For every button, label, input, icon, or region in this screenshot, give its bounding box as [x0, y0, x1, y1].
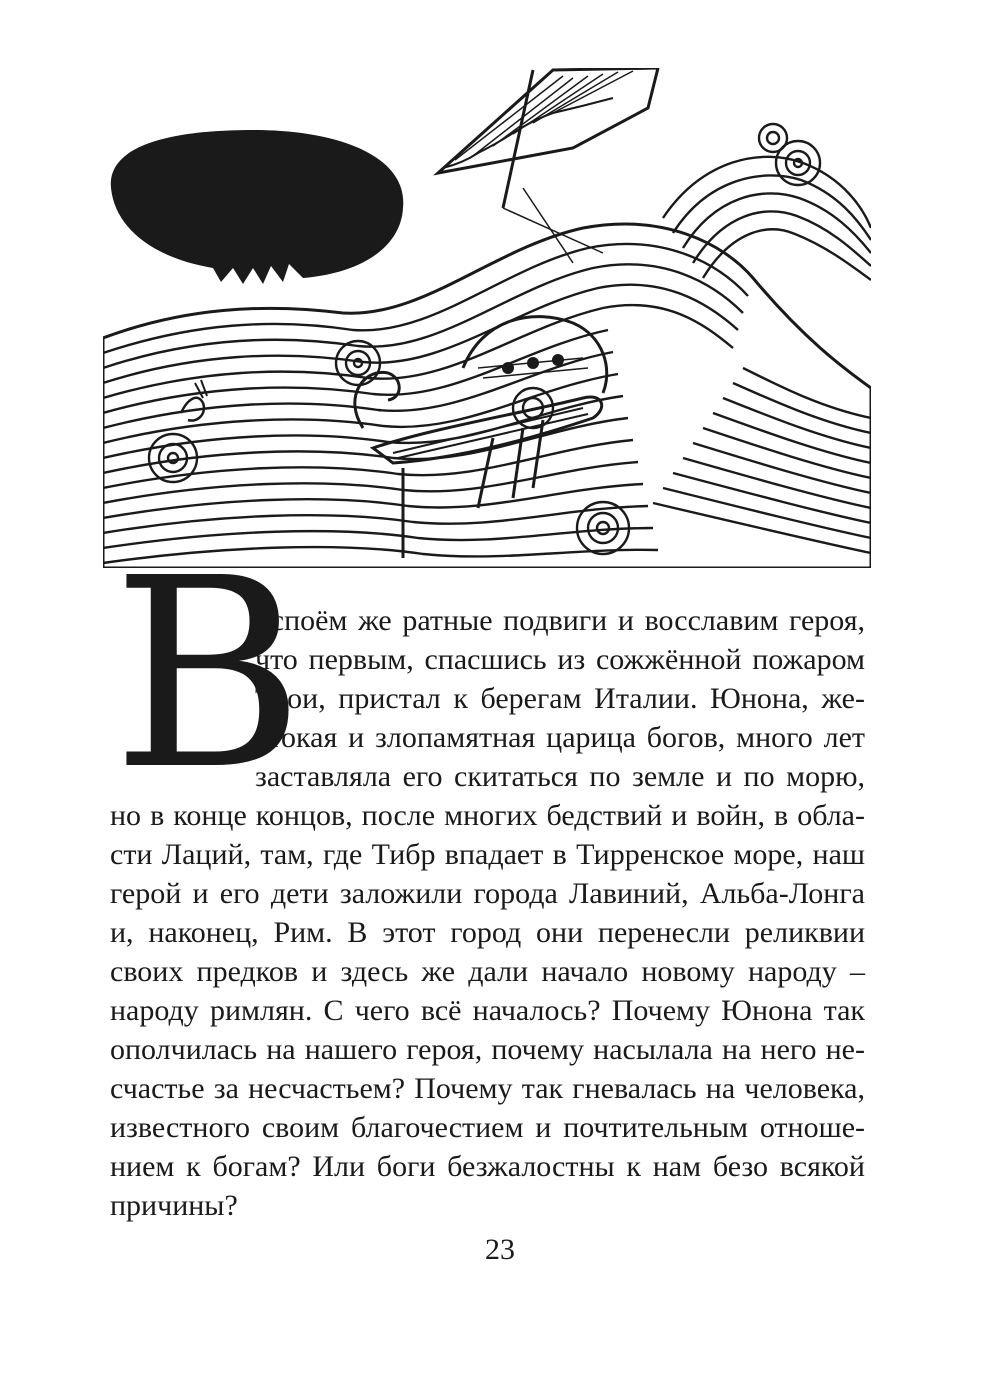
text-line-15: нием к богам? Или боги безжалостны к нам безо всякой — [110, 1150, 865, 1183]
text-line-1: оспоём же ратные подвиги и восславим героя, — [255, 604, 865, 637]
page-number: 23 — [485, 1233, 515, 1266]
text-line-5: заставляла его скитаться по земле и по морю, — [255, 760, 865, 793]
text-line-9: и, наконец, Рим. В этот город они перенесли реликвии — [110, 916, 865, 949]
text-line-13: счастье за несчастьем? Почему так гневалась на человека, — [110, 1072, 865, 1105]
text-line-3: Трои, пристал к берегам Италии. Юнона, же- — [255, 682, 865, 715]
drop-cap-letter: В — [112, 522, 305, 827]
text-line-11: народу римлян. С чего всё началось? Почему Юнона так — [110, 994, 865, 1027]
text-line-7: сти Лаций, там, где Тибр впадает в Тирренское море, наш — [110, 838, 865, 871]
text-line-16: причины? — [110, 1189, 238, 1222]
woodcut-ship-illustration — [103, 68, 871, 568]
text-line-6: но в конце концов, после многих бедствий и войн, в обла- — [110, 799, 865, 832]
text-line-4: стокая и злопамятная царица богов, много лет — [255, 721, 865, 754]
text-line-8: герой и его дети заложили города Лавиний, Альба-Лонга — [110, 877, 865, 910]
text-line-2: что первым, спасшись из сожжённой пожаром — [255, 643, 865, 676]
text-line-14: известного своим благочестием и почтительным отноше- — [110, 1111, 865, 1144]
text-line-10: своих предков и здесь же дали начало новому народу – — [110, 955, 865, 988]
text-line-12: ополчилась на нашего героя, почему насылала на него не- — [110, 1033, 865, 1066]
black-cloud-shape — [111, 130, 403, 284]
